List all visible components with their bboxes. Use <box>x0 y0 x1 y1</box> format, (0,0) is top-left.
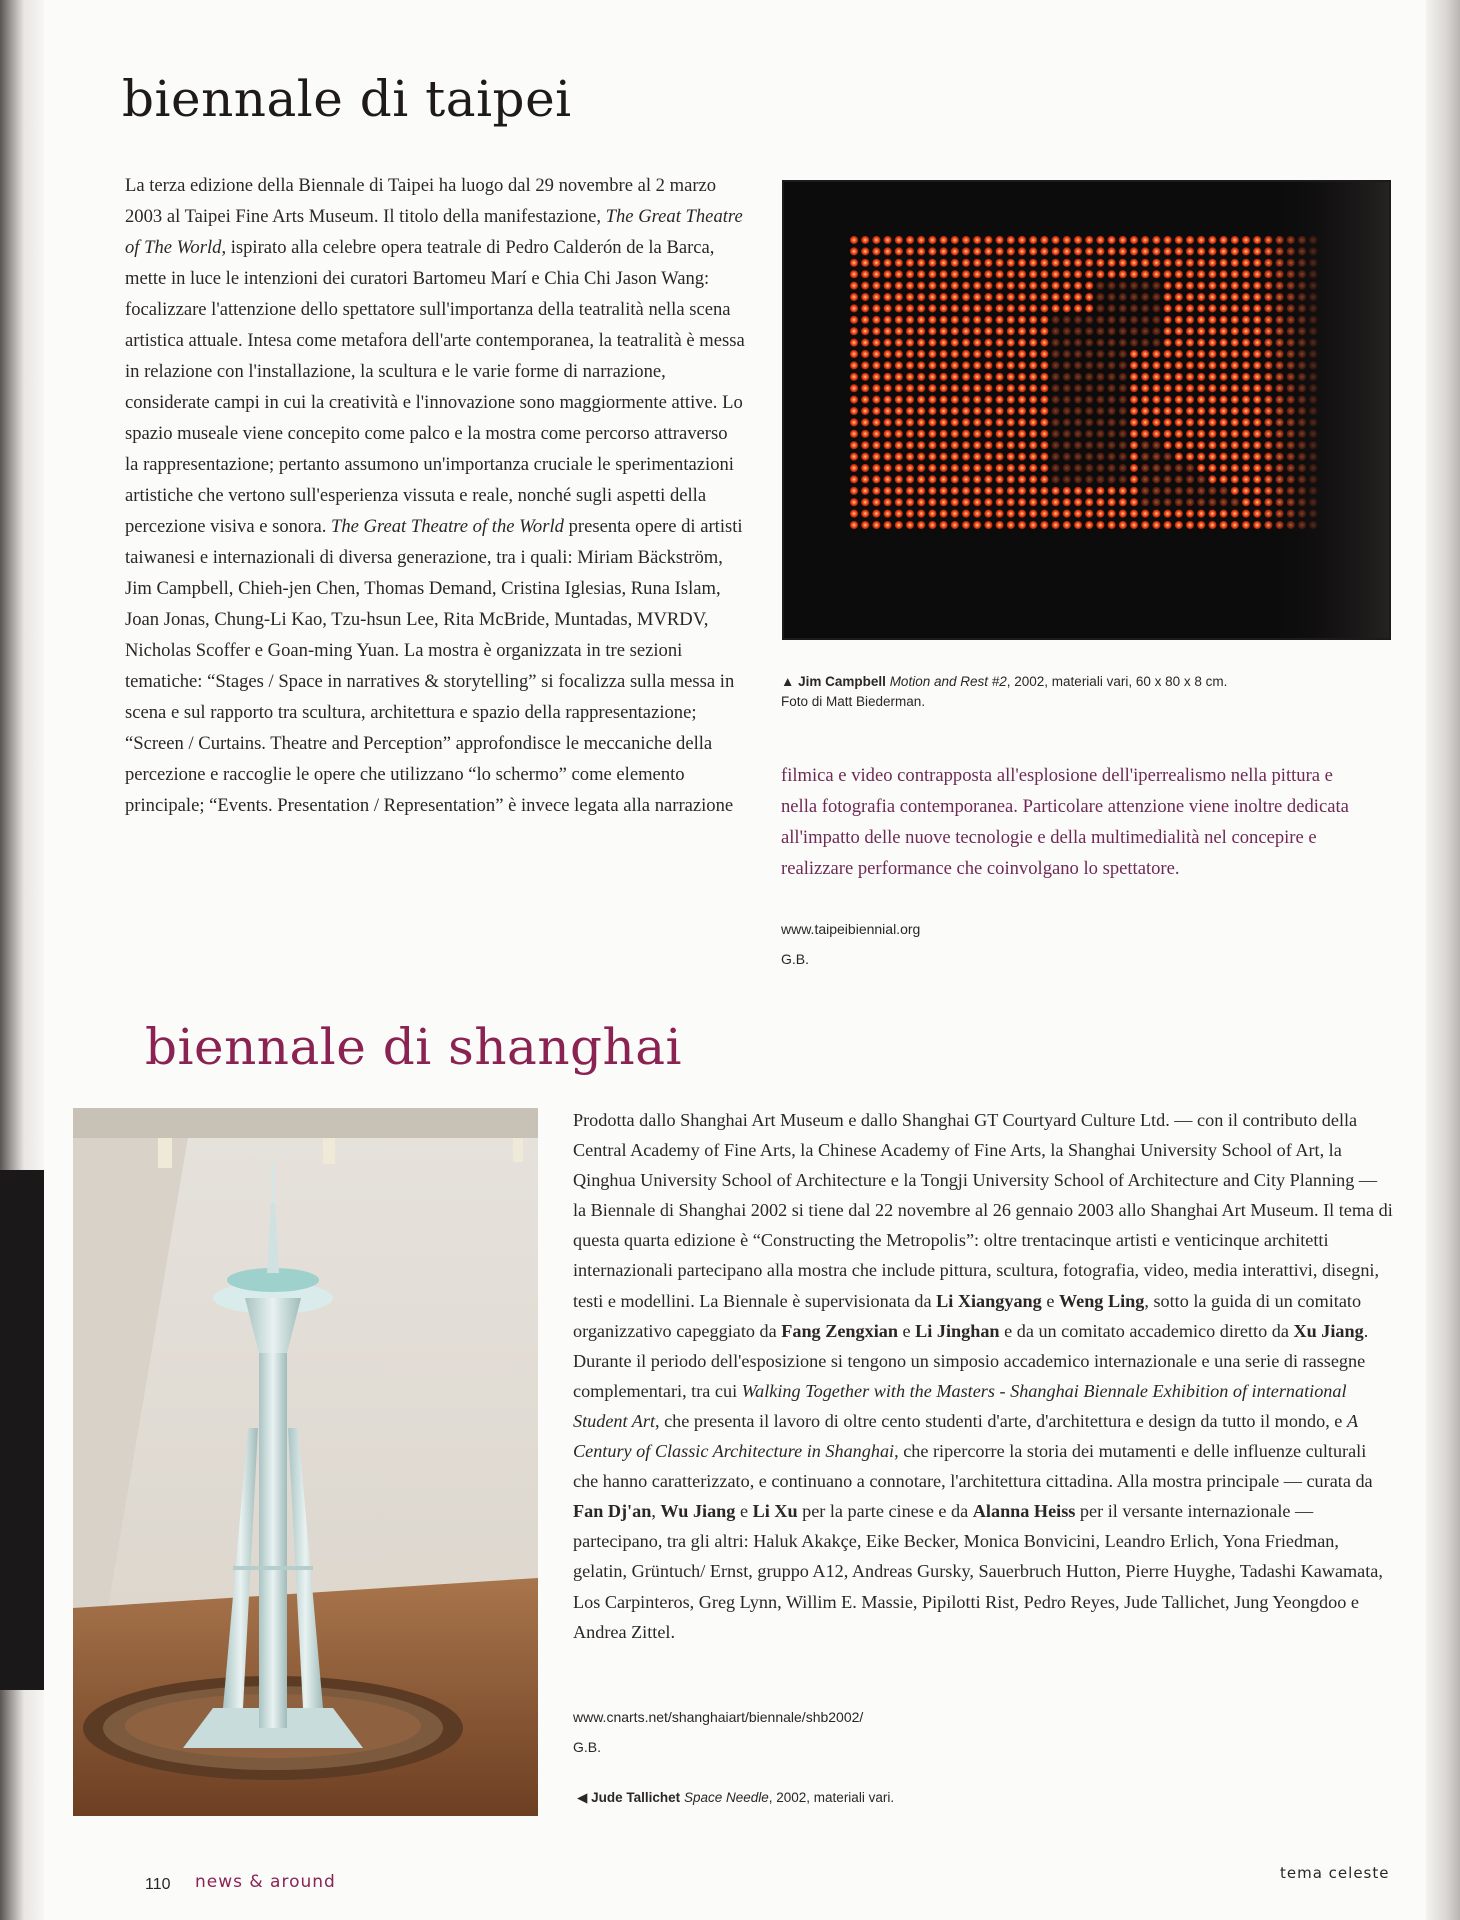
italic-title: A Century of Classic Architecture in Shanghai <box>573 1410 1358 1462</box>
italic-title: The Great Theatre of The World <box>125 206 743 258</box>
space-needle-sculpture <box>73 1108 538 1816</box>
caption-details: , 2002, materiali vari, 60 x 80 x 8 cm. <box>1006 674 1228 689</box>
led-grid-artwork <box>784 182 1389 638</box>
page-binding-shadow <box>0 1170 44 1690</box>
tallichet-space-needle-photo <box>73 1108 538 1816</box>
text-run: Prodotta dallo Shanghai Art Museum e dallo Shanghai GT Courtyard Culture Ltd. — con il contributo della Central Academy of Fine Arts, la Chinese Academy of Fine Arts, la Shanghai University School of Art, la Qinghua University School of Architecture e la Tongji University School of Architecture and City Planning — la Biennale di Shanghai 2002 si tiene dal 22 novembre al 26 gennaio 2003 allo Shanghai Art Museum. Il tema di questa quarta edizione è “Constructing the Metropolis”: oltre trentacinque artisti e venticinque architetti internazionali partecipano alla mostra che include pittura, scultura, fotografia, video, media interattivi, disegni, testi e modellini. La Biennale è supervisionata da <box>573 1110 1393 1311</box>
bold-name: Alanna Heiss <box>972 1501 1076 1522</box>
taipei-title: biennale di taipei <box>122 70 572 128</box>
text-run: , che presenta il lavoro di oltre cento studenti d'arte, d'architettura e design da tutto il mondo, e <box>655 1410 1347 1431</box>
text-run: , ispirato alla celebre opera teatrale di Pedro Calderón de la Barca, mette in luce le intenzioni dei curatori Bartomeu Marí e Chia Chi Jason Wang: focalizzare l'attenzione dello spettatore sull'importanza della teatralità nella scena artistica attuale. Intesa come metafora dell'arte contemporanea, la teatralità è messa in relazione con l'installazione, la scultura e le varie forme di narrazione, considerate campi in cui la creatività e l'innovazione sono maggiormente attive. Lo spazio museale viene concepito come palco e la mostra come percorso attraverso la rappresentazione; pertanto assumono un'importanza cruciale le sperimentazioni artistiche che vertono sull'esperienza vissuta e reale, nonché sugli aspetti della percezione visiva e sonora. <box>125 237 745 537</box>
bold-name: Xu Jiang <box>1293 1320 1364 1341</box>
text-run: , <box>651 1501 661 1522</box>
caption-work-title: Space Needle <box>683 1790 769 1805</box>
text-run: presenta opere di artisti taiwanesi e internazionali di diversa generazione, tra i quali: Miriam Bäckström, Jim Campbell, Chieh-jen Chen, Thomas Demand, Cristina Iglesias, Runa Islam, Joan Jonas, Chung-Li Kao, Tzu-hsun Lee, Rita McBride, Muntadas, MVRDV, Nicholas Scoffer e Goan-ming Yuan. La mostra è organizzata in tre sezioni tematiche: “Stages / Space in narratives & storytelling” si focalizza sulla messa in scena e sul rapporto tra scultura, architettura e spazio della rappresentazione; “Screen / Curtains. Theatre and Perception” approfondisce le meccaniche della percezione e raccoglie le opere che utilizzano “lo schermo” come elemento principale; “Events. Presentation / Representation” è invece legata alla narrazione <box>125 516 743 816</box>
caption-work-title: Motion and Rest #2 <box>889 674 1007 689</box>
caption-artist: Jim Campbell <box>798 674 886 689</box>
taipei-author-initials: G.B. <box>781 951 810 967</box>
italic-title: Walking Together with the Masters - Shanghai Biennale Exhibition of international Student Art <box>573 1380 1347 1431</box>
campbell-motion-and-rest-photo <box>782 180 1391 640</box>
text-run: . Durante il periodo dell'esposizione si tengono un simposio accademico internazionale e una serie di rassegne complementari, tra cui <box>573 1320 1369 1401</box>
shanghai-author-initials: G.B. <box>573 1739 602 1755</box>
taipei-body-left <box>125 170 745 821</box>
page-number: 110 <box>145 1876 171 1893</box>
text-run: La terza edizione della Biennale di Taipei ha luogo dal 29 novembre al 2 marzo 2003 al Taipei Fine Arts Museum. Il titolo della manifestazione, <box>125 175 717 227</box>
text-run: e <box>897 1320 916 1341</box>
caption-arrow-up-icon: ▲ <box>781 674 795 689</box>
text-run: e <box>1041 1290 1059 1311</box>
caption-artist: Jude Tallichet <box>591 1790 681 1805</box>
bold-name: Fan Dj'an <box>573 1501 652 1522</box>
tallichet-photo-caption <box>577 1788 1077 1808</box>
bold-name: Li Jinghan <box>915 1320 1000 1341</box>
text-run: e <box>735 1501 753 1522</box>
text-run: e da un comitato accademico diretto da <box>999 1320 1294 1341</box>
bold-name: Fang Zengxian <box>781 1320 898 1341</box>
bold-name: Weng Ling <box>1058 1290 1145 1311</box>
bold-name: Wu Jiang <box>660 1501 736 1522</box>
taipei-website-link[interactable]: www.taipeibiennial.org <box>781 921 921 937</box>
campbell-photo-caption <box>781 672 1381 712</box>
caption-credit: Foto di Matt Biederman. <box>781 694 926 709</box>
text-run: per la parte cinese e da <box>797 1501 973 1522</box>
caption-arrow-left-icon: ◀ <box>577 1790 588 1805</box>
section-name: news & around <box>195 1872 336 1892</box>
page-right-edge <box>1426 0 1460 1920</box>
italic-title: The Great Theatre of the World <box>331 516 564 537</box>
bold-name: Li Xiangyang <box>936 1290 1042 1311</box>
magazine-name: tema celeste <box>1280 1864 1390 1882</box>
text-run: , sotto la guida di un comitato organizzativo capeggiato da <box>573 1290 1362 1341</box>
text-run: per il versante internazionale — partecipano, tra gli altri: Haluk Akakçe, Eike Becker, Monica Bonvicini, Leandro Erlich, Yona Friedman, gelatin, Grüntuch/ Ernst, gruppo A12, Andreas Gursky, Sauerbruch Hutton, Pierre Huyghe, Tadashi Kawamata, Los Carpinteros, Greg Lynn, Willim E. Massie, Pipilotti Rist, Pedro Reyes, Jude Tallichet, Jung Yeongdoo e Andrea Zittel. <box>573 1501 1383 1642</box>
caption-details: , 2002, materiali vari. <box>768 1790 895 1805</box>
bold-name: Li Xu <box>752 1501 798 1522</box>
taipei-body-right: filmica e video contrapposta all'esplosione dell'iperrealismo nella pittura e nella fotografia contemporanea. Particolare attenzione viene inoltre dedicata all'impatto delle nuove tecnologie e della multimedialità nel concepire e realizzare performance che coinvolgano lo spettatore. <box>781 765 1349 879</box>
text-run: , che ripercorre la storia dei mutamenti e delle influenze culturali che hanno caratterizzato, e continuano a connotare, l'architettura cittadina. Alla mostra principale — curata da <box>573 1441 1373 1492</box>
shanghai-title: biennale di shanghai <box>145 1018 683 1076</box>
shanghai-body <box>573 1105 1393 1647</box>
shanghai-website-link[interactable]: www.cnarts.net/shanghaiart/biennale/shb2002/ <box>573 1709 864 1725</box>
